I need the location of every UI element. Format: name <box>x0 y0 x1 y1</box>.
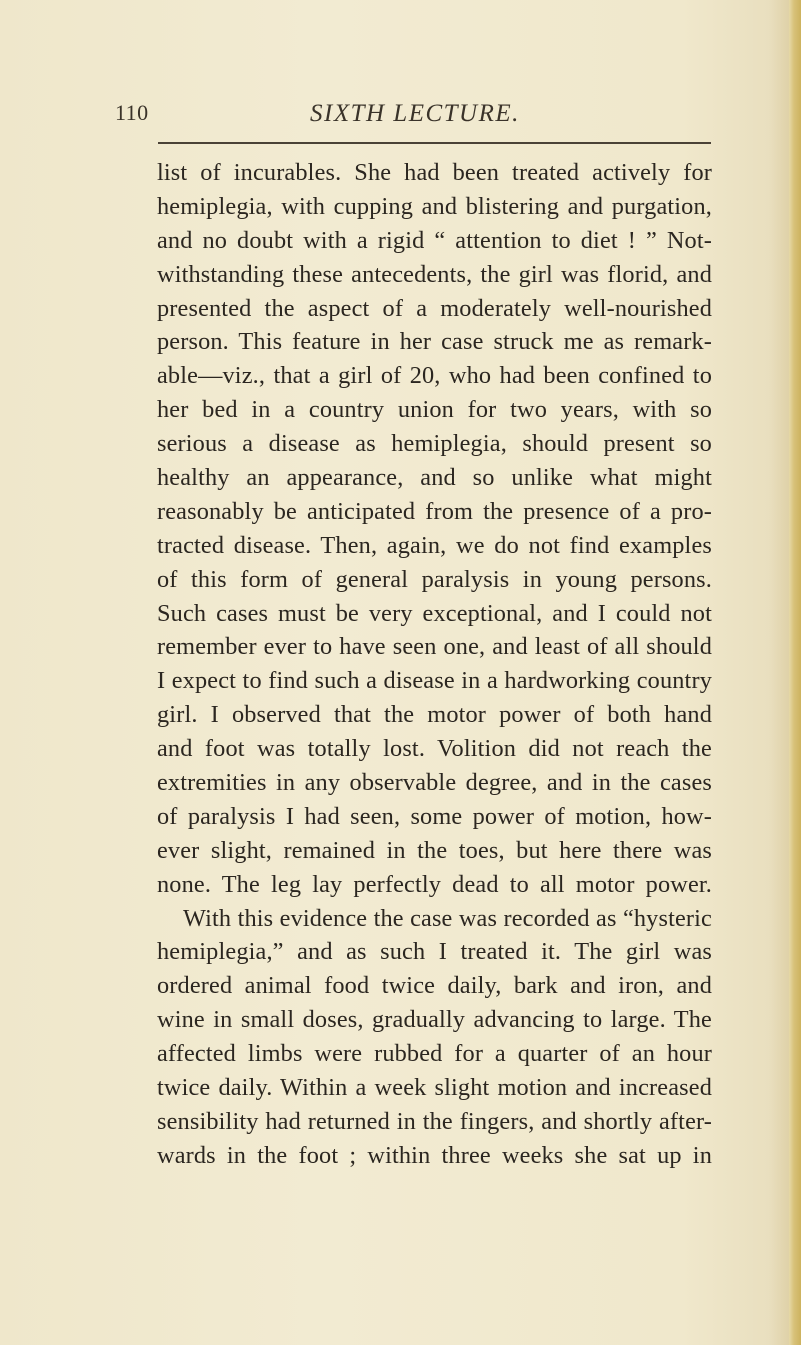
text-line: reasonably be anticipated from the presence of a pro- <box>157 497 712 525</box>
text-line: presented the aspect of a moderately well-nourished <box>157 294 712 322</box>
text-line: healthy an appearance, and so unlike what might <box>157 464 712 492</box>
text-line: affected limbs were rubbed for a quarter of an hour <box>157 1040 712 1068</box>
text-line: With this evidence the case was recorded as “hysteric <box>183 904 712 932</box>
page-edge <box>789 0 801 1345</box>
text-line: her bed in a country union for two years, with so <box>157 396 712 424</box>
text-line: hemiplegia,” and as such I treated it. The girl was <box>157 938 712 966</box>
text-line: of this form of general paralysis in young persons. <box>157 565 712 593</box>
text-line: and foot was totally lost. Volition did not reach the <box>157 735 712 763</box>
text-line: hemiplegia, with cupping and blistering and purgation, <box>157 192 712 220</box>
header-rule <box>158 142 711 144</box>
text-line: sensibility had returned in the fingers, and shortly after- <box>157 1107 712 1135</box>
text-line: extremities in any observable degree, and in the cases <box>157 769 712 797</box>
body-text <box>157 156 712 1173</box>
text-line: serious a disease as hemiplegia, should present so <box>157 430 712 458</box>
text-line: girl. I observed that the motor power of both hand <box>157 701 712 729</box>
text-line: wine in small doses, gradually advancing to large. The <box>157 1006 712 1034</box>
text-line: I expect to find such a disease in a hardworking country <box>157 667 712 695</box>
text-line: remember ever to have seen one, and least of all should <box>157 633 712 661</box>
running-head: SIXTH LECTURE. <box>310 100 520 127</box>
text-line: able—viz., that a girl of 20, who had been confined to <box>157 362 712 390</box>
text-line: none. The leg lay perfectly dead to all motor power. <box>157 870 712 898</box>
text-line: withstanding these antecedents, the girl was florid, and <box>157 260 712 288</box>
text-line: Such cases must be very exceptional, and I could not <box>157 599 712 627</box>
text-line: person. This feature in her case struck me as remark- <box>157 328 712 356</box>
text-line: and no doubt with a rigid “ attention to diet ! ” Not- <box>157 226 712 254</box>
page-number: 110 <box>115 100 149 125</box>
text-line: list of incurables. She had been treated actively for <box>157 159 712 186</box>
text-line: twice daily. Within a week slight motion and increased <box>157 1074 712 1102</box>
text-line: ordered animal food twice daily, bark and iron, and <box>157 972 712 1000</box>
text-line: ever slight, remained in the toes, but here there was <box>157 836 712 864</box>
text-line: of paralysis I had seen, some power of motion, how- <box>157 802 712 830</box>
text-line: wards in the foot ; within three weeks she sat up in <box>157 1141 712 1169</box>
page-header <box>0 96 801 136</box>
text-line: tracted disease. Then, again, we do not find examples <box>157 531 712 559</box>
